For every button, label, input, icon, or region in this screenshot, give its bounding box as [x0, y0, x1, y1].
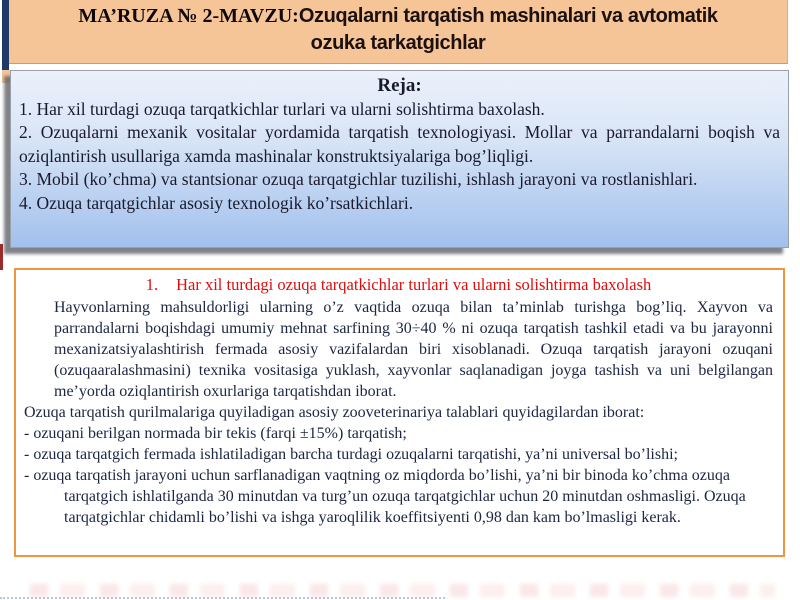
plan-item-1: 1. Har xil turdagi ozuqa tarqatkichlar turlari va ularni solishtirma baxolash.: [19, 98, 545, 119]
cropped-ghost-text-artifact: [30, 584, 775, 597]
body-bullet-2: - ozuqa tarqatgich fermada ishlatiladigan barcha turdagi ozuqalarni tarqatishi, ya’ni universal bo’lishi;: [24, 446, 678, 463]
left-edge-red-fragment: [0, 244, 3, 270]
body-paragraph-1: Hayvonlarning mahsuldorligi ularning o’z vaqtida ozuqa bilan ta’minlab turishga bog’liq. Xayvon va parrandalarni boqishdagi umumiy mehnat sarfining 30÷40 % ni ozuqa tarqatish tashkil etadi va bu jarayonni mexanizatsiyalashtirish fermada asosiy vazifalardan biri xisoblanadi. Ozuqa tarqatish jarayoni ozuqani (ozuqaaralashmasini) texnika vositasiga yuklash, xayvonlar saqlanadigan joyga tashish va uni belgilangan me’yorda oziqlantirish oxurlariga tarqatishdan iborat.: [54, 299, 773, 400]
plan-box: [10, 70, 789, 248]
lecture-topic-label: Ozuqalarni tarqatish mashinalari va avtomatik ozuka tarkatgichlar: [298, 5, 718, 54]
section-heading: [24, 274, 773, 296]
plan-item-4: 4. Ozuqa tarqatgichlar asosiy texnologik ko’rsatkichlari.: [19, 192, 414, 213]
body-paragraph-2: Ozuqa tarqatish qurilmalariga quyiladigan asosiy zooveterinariya talablari quyidagilardan iborat:: [24, 404, 645, 421]
section-number: 1.: [145, 275, 159, 294]
section-title-text: Har xil turdagi ozuqa tarqatkichlar turlari va ularni solishtirma baxolash: [176, 275, 652, 294]
plan-item-3: 3. Mobil (ko’chma) va stantsionar ozuqa tarqatgichlar tuzilishi, ishlash jarayoni va rostlanishlari.: [19, 169, 698, 189]
bottom-dotted-line-artifact: [0, 597, 445, 599]
section-content-box: [14, 268, 785, 557]
slide-title-banner: [9, 0, 788, 64]
lecture-number-label: MA’RUZA № 2-MAVZU:: [78, 5, 299, 27]
plan-item-2: 2. Ozuqalarni mexanik vositalar yordamida tarqatish texnologiyasi. Mollar va parrandalarni boqish va oziqlantirish usullariga xamda mashinalar konstruktsiyalariga bog’liqligi.: [19, 122, 780, 166]
body-bullet-3: - ozuqa tarqatish jarayoni uchun sarflanadigan vaqtning oz miqdorda bo’lishi, ya’ni bir binoda ko’chma ozuqa tarqatgich ishlatilganda 30 minutdan va turg’un ozuqa tarqatgichlar uchun 20 minutdan oshmasligi. Ozuqa tarqatgichlar chidamli bo’lishi va ishga yaroqlilik koeffitsiyenti 0,98 dan kam bo’lmasligi kerak.: [24, 467, 746, 526]
plan-heading: Reja:: [377, 75, 422, 96]
slide-title: [68, 3, 728, 57]
body-bullet-1: - ozuqani berilgan normada bir tekis (farqi ±15%) tarqatish;: [24, 425, 407, 442]
left-edge-navy-bar: [2, 0, 9, 70]
